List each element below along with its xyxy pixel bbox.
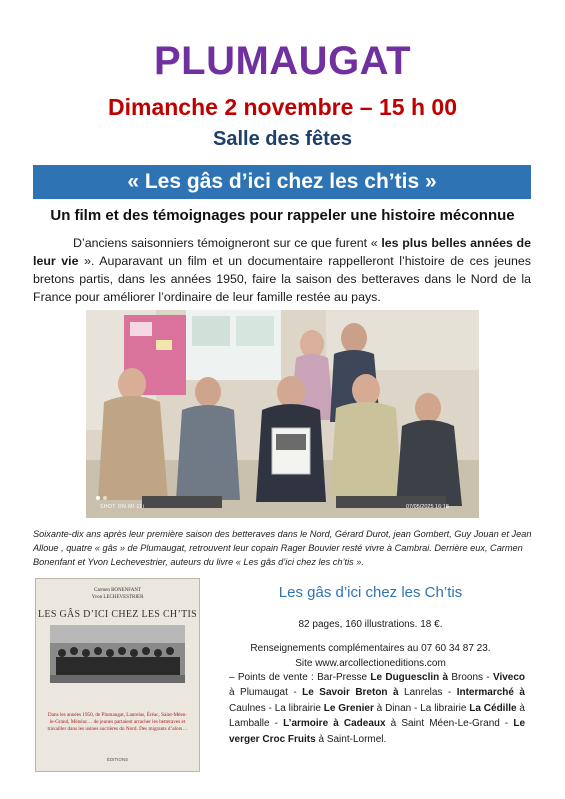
book-website: Site www.arcollectioneditions.com [295,658,446,669]
store-text: – Points de vente : Bar-Presse [229,672,371,683]
town-title: PLUMAUGAT [153,39,412,83]
book-cover-blurb: Dans les années 1950, de Plumaugat, Lanrelas, Éréac, Saint-Méen-le-Grand, Ménéac… de jeunes partaient arracher les betteraves et travailler dans les usines sucrières du Nord. Des migrants d’alors… [47,712,188,732]
book-cover-photo [50,625,185,683]
store-text: à Dinan - La librairie [373,702,470,714]
group-photo [86,310,479,518]
book-phone: Renseignements complémentaires au 07 60 34 87 23. [250,643,491,654]
store-name: Le Duguesclin à [370,672,449,683]
subtitle: Un film et des témoignages pour rappeler une histoire méconnue [50,207,515,224]
intro-text-bold: les plus belles années de leur vie [33,236,531,268]
book-cover-title: LES GÂS D’ICI CHEZ LES CH’TIS [38,609,197,620]
book-cover-photo-illustration [50,625,185,683]
book-contact [208,641,533,671]
store-name: Le Grenier [323,702,374,714]
book-cover-author-1: Carmen BONENFANT [94,588,141,593]
intro-paragraph [33,234,531,306]
store-name: Le Savoir Breton à [302,687,399,699]
store-name: Le verger Croc Fruits [229,718,526,745]
intro-text-1: D’anciens saisonniers témoigneront sur ce que furent « [73,236,382,250]
store-text: Caulnes - La librairie [229,702,324,714]
event-venue: Salle des fêtes [213,128,352,150]
book-cover-publisher: ÉDITIONS [106,757,129,762]
film-title-banner: « Les gâs d’ici chez les ch’tis » [33,165,531,199]
store-name: La Cédille [469,702,517,714]
group-photo-illustration [86,310,479,518]
store-text: Broons - [448,672,493,683]
book-cover-author-2: Yvon LECHEVESTRIER [91,595,144,600]
store-name: Intermarché à [456,687,525,699]
store-text: à Plumaugat - [229,687,303,699]
store-text: à Saint Méen-Le-Grand - [385,718,514,730]
photo-timestamp: 07/05/2025 16:18 [406,504,449,510]
points-of-sale [229,670,525,747]
camera-label: SHOT ON MI 11i [100,504,145,510]
store-name: Viveco [492,672,526,683]
photo-caption: Soixante-dix ans après leur première saison des betteraves dans le Nord, Gérard Durot, jean Gombert, Guy Jouan et Jean Alloue , quatre « gâs » de Plumaugat, retrouvent leur copain Rager Bouvier resté vivre à Cambrai. Derrière eux, Carmen Bonenfant et Yvon Lechevestrier, auteurs du livre « Les gâs d’ici chez les ch’tis ». [33,529,532,567]
intro-text-2: ». Auparavant un film et un documentaire rappelleront l’histoire de ces jeunes bretons partis, dans les années 1950, faire la saison des betteraves dans le Nord de la France pour améliorer l’ordinaire de leur famille restée au pays. [33,254,531,304]
book-heading: Les gâs d’ici chez les Ch’tis [278,584,463,601]
store-text: à Lamballe - [229,702,525,730]
store-name: L’armoire à Cadeaux [283,718,386,730]
event-date: Dimanche 2 novembre – 15 h 00 [108,94,457,120]
store-text: Lanrelas - [398,687,457,699]
book-details: 82 pages, 160 illustrations. 18 €. [298,619,443,630]
store-text: à Saint-Lormel. [315,733,387,745]
book-cover [35,578,200,772]
